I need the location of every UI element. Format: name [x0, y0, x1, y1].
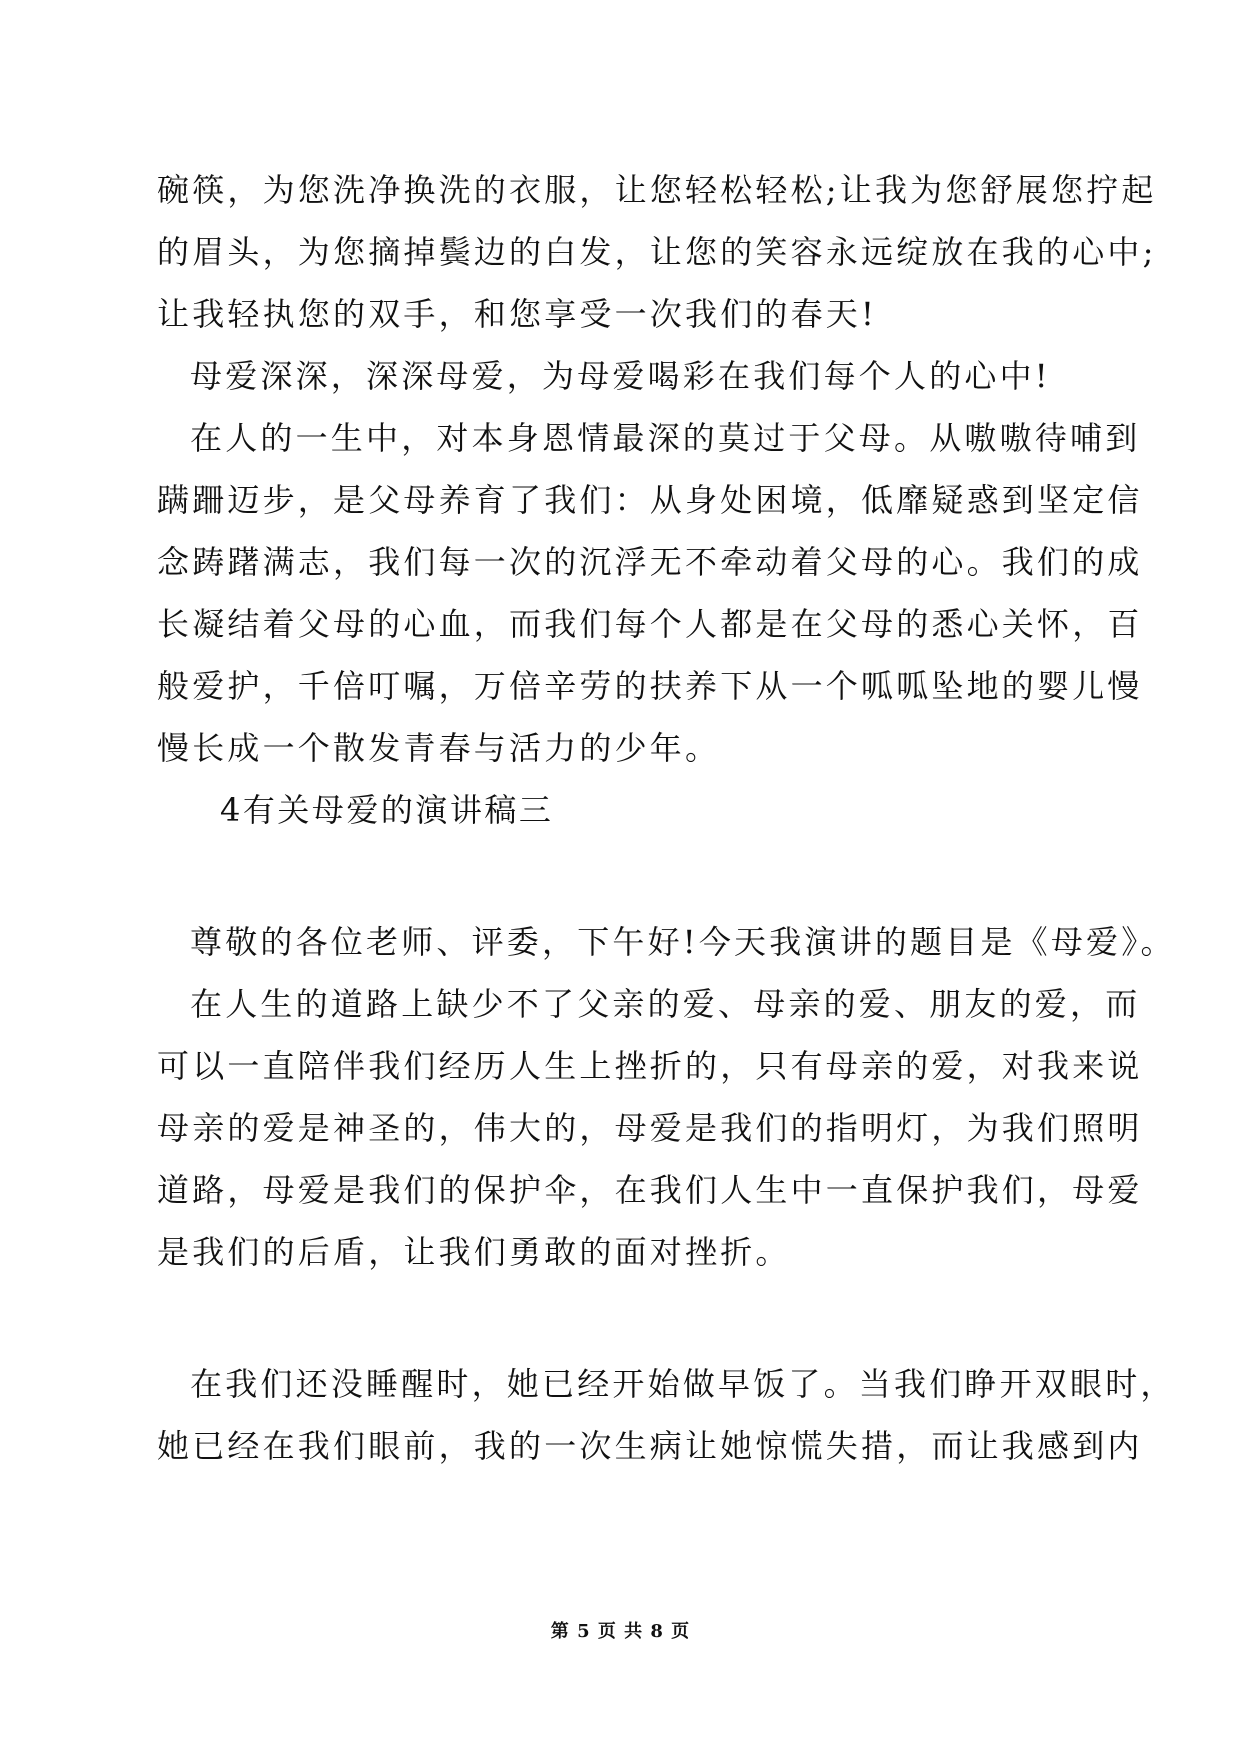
- text-line: 她已经在我们眼前，我的一次生病让她惊慌失措，而让我感到内: [157, 1427, 1143, 1465]
- text-line: 在人的一生中，对本身恩情最深的莫过于父母。从嗷嗷待哺到: [190, 419, 1141, 457]
- text-line: 让我轻执您的双手，和您享受一次我们的春天!: [157, 295, 878, 333]
- text-line: 碗筷，为您洗净换洗的衣服，让您轻松轻松;让我为您舒展您拧起: [157, 171, 1157, 209]
- text-line: 蹒跚迈步，是父母养育了我们：从身处困境，低靡疑惑到坚定信: [157, 481, 1143, 519]
- text-line: 母爱深深，深深母爱，为母爱喝彩在我们每个人的心中!: [190, 357, 1051, 395]
- section-heading: 4有关母爱的演讲稿三: [220, 791, 554, 829]
- text-line: 母亲的爱是神圣的，伟大的，母爱是我们的指明灯，为我们照明: [157, 1109, 1143, 1147]
- text-line: 尊敬的各位老师、评委，下午好!今天我演讲的题目是《母爱》。: [190, 923, 1176, 961]
- text-line: 在我们还没睡醒时，她已经开始做早饭了。当我们睁开双眼时，: [190, 1365, 1176, 1403]
- text-line: 在人生的道路上缺少不了父亲的爱、母亲的爱、朋友的爱，而: [190, 985, 1141, 1023]
- text-line: 是我们的后盾，让我们勇敢的面对挫折。: [157, 1233, 791, 1271]
- text-line: 可以一直陪伴我们经历人生上挫折的，只有母亲的爱，对我来说: [157, 1047, 1143, 1085]
- text-line: 长凝结着父母的心血，而我们每个人都是在父母的悉心关怀，百: [157, 605, 1143, 643]
- text-line: 般爱护，千倍叮嘱，万倍辛劳的扶养下从一个呱呱坠地的婴儿慢: [157, 667, 1143, 705]
- text-line: 念踌躇满志，我们每一次的沉浮无不牵动着父母的心。我们的成: [157, 543, 1143, 581]
- text-line: 道路，母爱是我们的保护伞，在我们人生中一直保护我们，母爱: [157, 1171, 1143, 1209]
- text-line: 慢长成一个散发青春与活力的少年。: [157, 729, 721, 767]
- text-line: 的眉头，为您摘掉鬓边的白发，让您的笑容永远绽放在我的心中;: [157, 233, 1157, 271]
- page-footer: 第 5 页 共 8 页: [550, 1621, 691, 1642]
